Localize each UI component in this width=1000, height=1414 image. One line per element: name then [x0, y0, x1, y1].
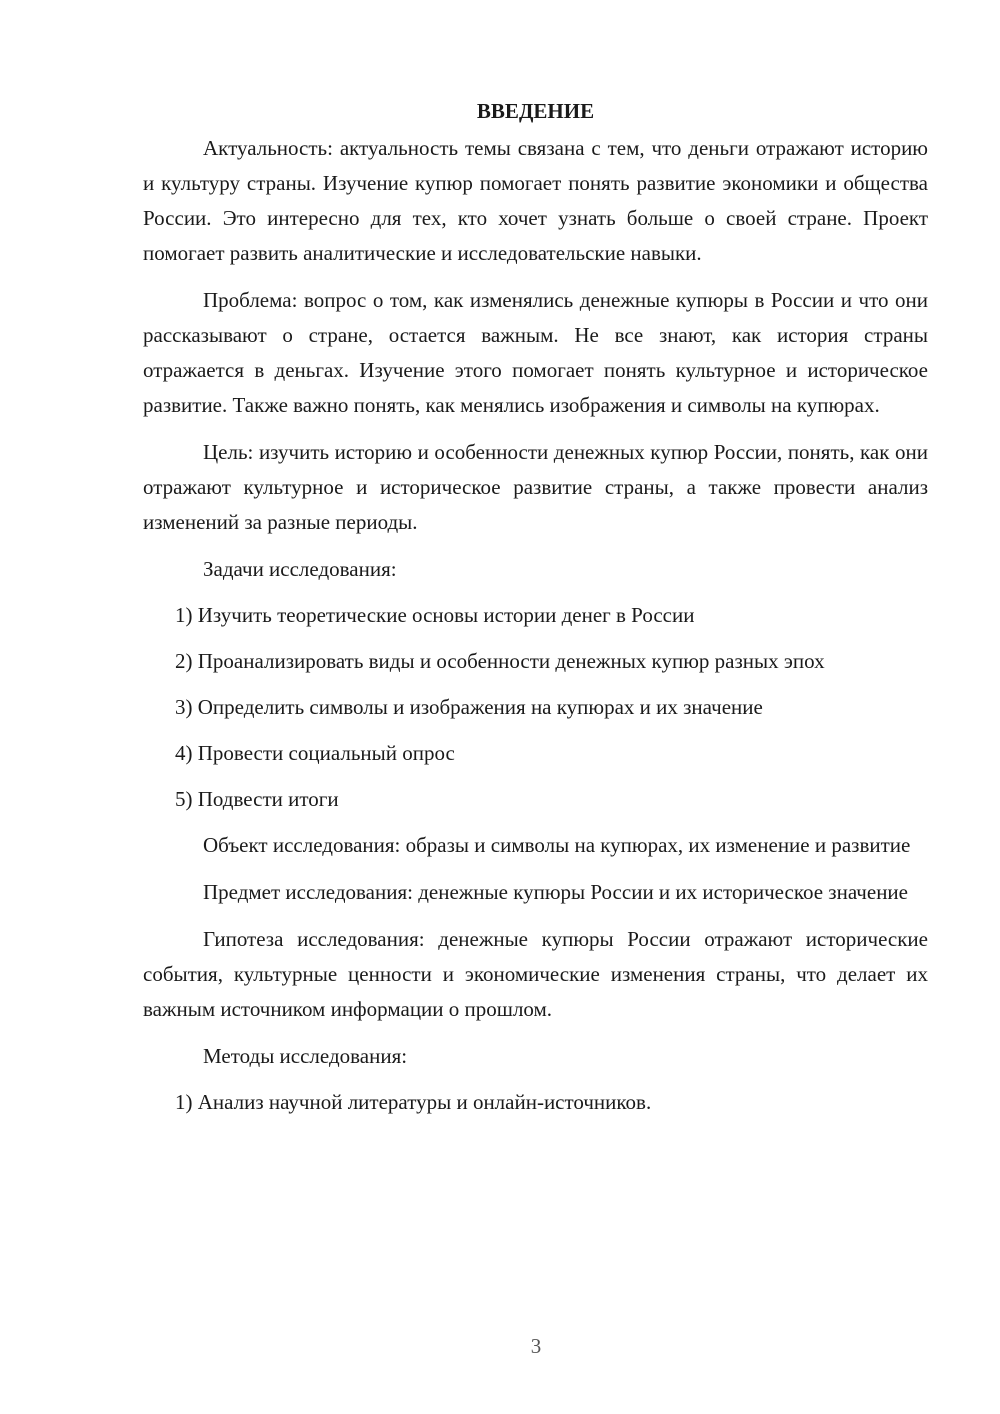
paragraph-relevance: Актуальность: актуальность темы связана с тем, что деньги отражают историю и культуру страны. Изучение купюр помогает понять развитие экономики и общества России. Это интересно для тех, кто хочет узнать больше о своей стране. Проект помогает развить аналитические и исследовательские навыки.: [143, 136, 928, 265]
paragraph-hypothesis: Гипотеза исследования: денежные купюры России отражают исторические события, культурные ценности и экономические изменения страны, что делает их важным источником информации о прошлом.: [143, 927, 928, 1021]
tasks-heading: Задачи исследования:: [203, 557, 397, 581]
method-item: 1) Анализ научной литературы и онлайн-источников.: [175, 1090, 652, 1114]
task-item: 4) Провести социальный опрос: [175, 741, 455, 765]
paragraph-subject: Предмет исследования: денежные купюры России и их историческое значение: [203, 880, 908, 904]
page-number: 3: [530, 1334, 542, 1358]
task-item: 3) Определить символы и изображения на купюрах и их значение: [175, 695, 763, 719]
methods-heading: Методы исследования:: [203, 1044, 408, 1068]
task-item: 5) Подвести итоги: [175, 787, 339, 811]
page-content: [143, 94, 928, 1131]
task-item: 1) Изучить теоретические основы истории денег в России: [175, 603, 695, 627]
section-title: ВВЕДЕНИЕ: [476, 99, 595, 123]
task-item: 2) Проанализировать виды и особенности денежных купюр разных эпох: [175, 649, 825, 673]
paragraph-object: Объект исследования: образы и символы на купюрах, их изменение и развитие: [203, 833, 911, 857]
paragraph-goal: Цель: изучить историю и особенности денежных купюр России, понять, как они отражают культурное и историческое развитие страны, а также провести анализ изменений за разные периоды.: [143, 440, 928, 534]
paragraph-problem: Проблема: вопрос о том, как изменялись денежные купюры в России и что они рассказывают о стране, остается важным. Не все знают, как история страны отражается в деньгах. Изучение этого помогает понять культурное и историческое развитие. Также важно понять, как менялись изображения и символы на купюрах.: [143, 288, 928, 417]
